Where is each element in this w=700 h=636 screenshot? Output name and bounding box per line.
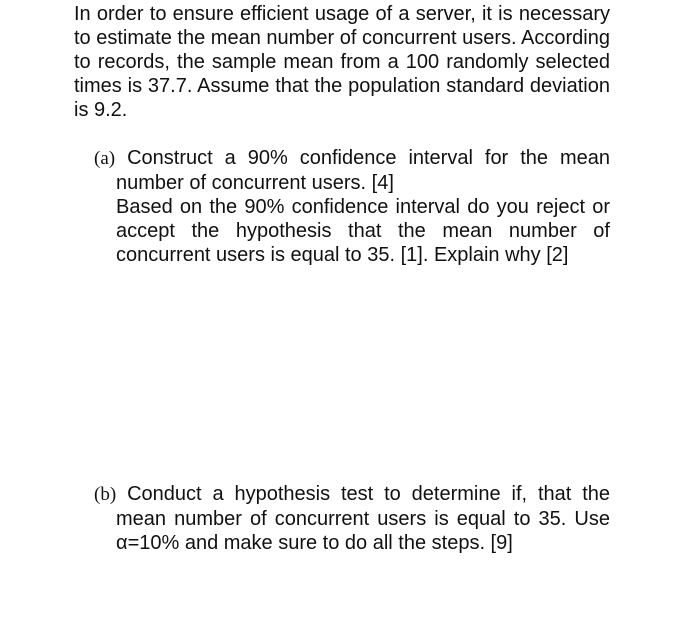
part-a-question-2: Based on the 90% confidence interval do you reject or accept the hypothesis that the mean number of concurrent users is equal to 35. [1]. Explain why [2]	[116, 196, 610, 266]
part-a-marker: (a)	[94, 148, 116, 169]
part-b-question-text: Conduct a hypothesis test to determine if, that the mean number of concurrent users is equal to 35. Use α=10% and make sure to do all the steps. [9]	[116, 483, 610, 554]
part-b-marker: (b)	[94, 484, 117, 505]
part-a-question-1	[94, 146, 610, 195]
question-part-b	[94, 482, 610, 555]
part-b-question	[94, 482, 610, 555]
question-part-a	[94, 146, 610, 267]
problem-statement: In order to ensure efficient usage of a server, it is necessary to estimate the mean number of concurrent users. According to records, the sample mean from a 100 randomly selected times is 37.7. Assume that the population standard deviation is 9.2.	[74, 3, 610, 121]
part-a-question-1-text: Construct a 90% confidence interval for the mean number of concurrent users. [4]	[116, 147, 610, 194]
